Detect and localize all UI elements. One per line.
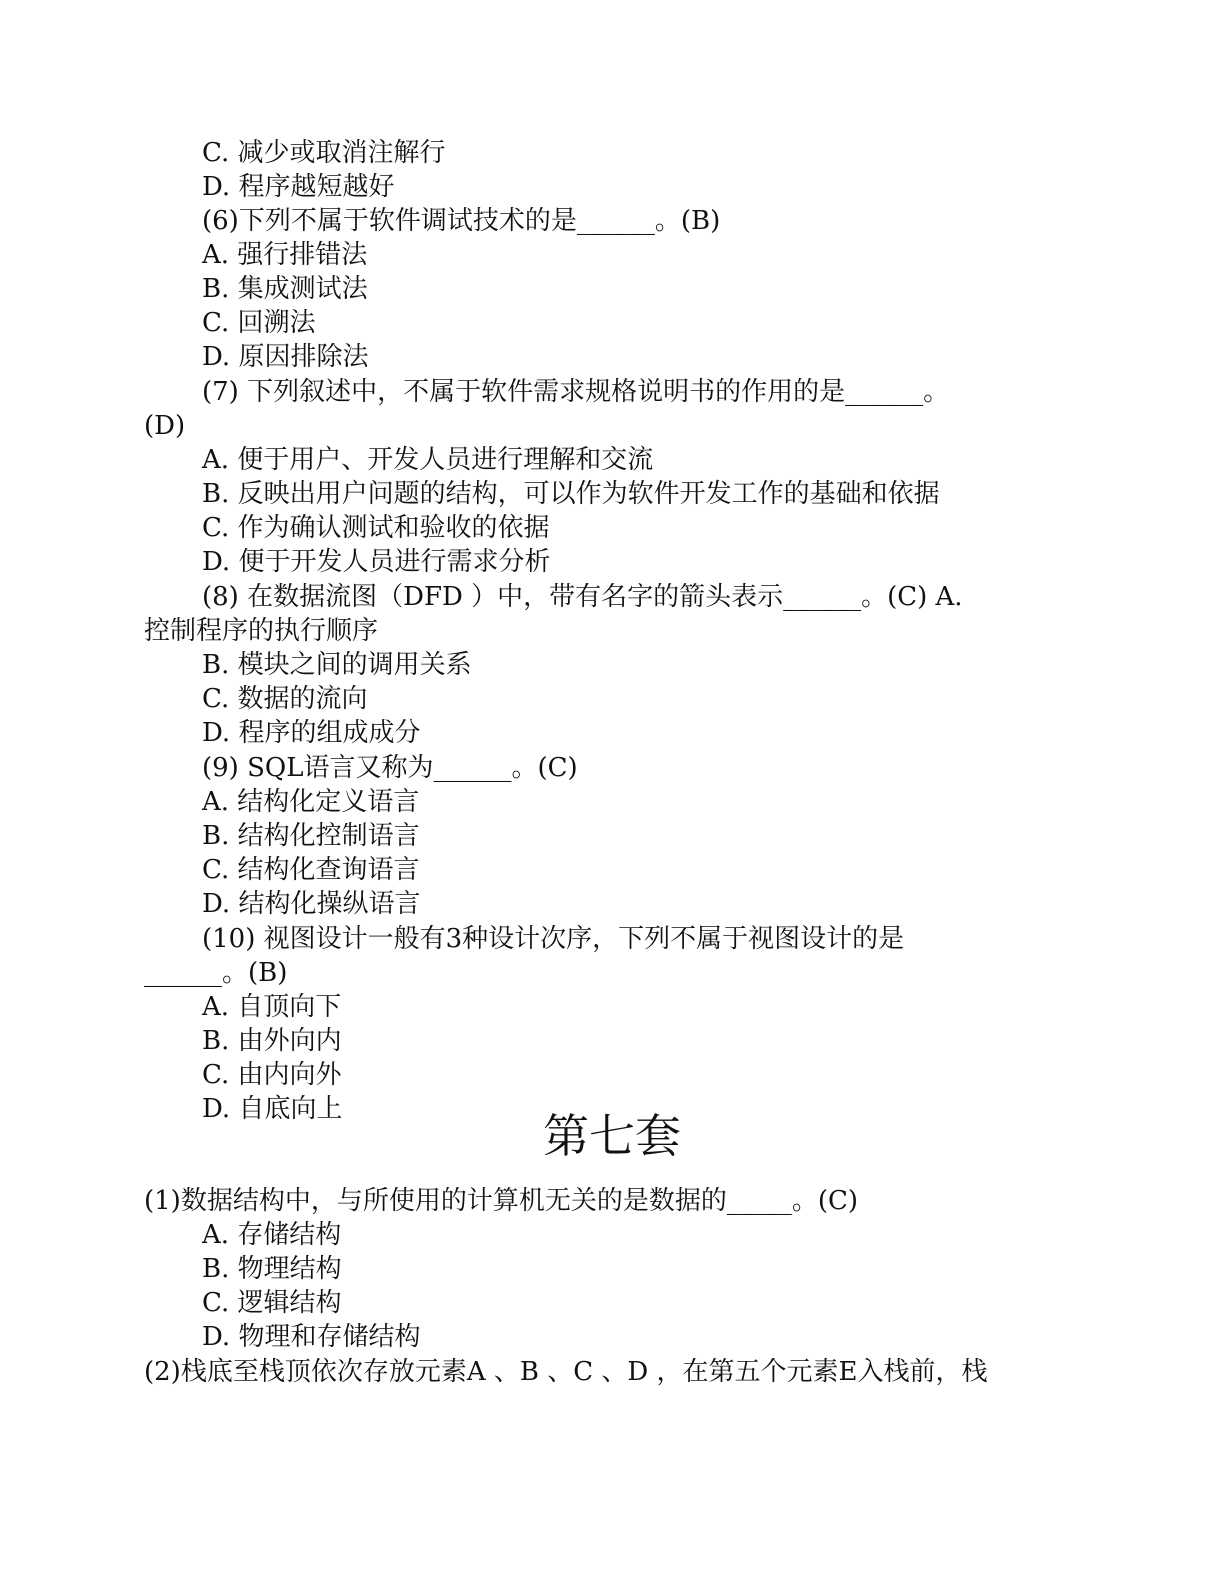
option-d-q9: D. 结构化操纵语言 (202, 889, 421, 919)
option-d-q6: D. 原因排除法 (202, 342, 369, 372)
question-6: (6)下列不属于软件调试技术的是______。(B) (202, 206, 721, 236)
option-a-q6: A. 强行排错法 (202, 240, 368, 270)
option-c-q7: C. 作为确认测试和验收的依据 (202, 513, 550, 543)
option-d-q8: D. 程序的组成成分 (202, 718, 421, 748)
option-b-q8: B. 模块之间的调用关系 (202, 650, 472, 680)
option-c-s-q1: C. 逻辑结构 (202, 1288, 342, 1318)
option-c-q10: C. 由内向外 (202, 1060, 342, 1090)
option-b-q9: B. 结构化控制语言 (202, 821, 420, 851)
option-c-q9: C. 结构化查询语言 (202, 855, 420, 885)
question-10-continued: ______。(B) (144, 958, 288, 988)
question-7-answer: (D) (144, 411, 186, 441)
question-9: (9) SQL语言又称为______。(C) (202, 753, 578, 783)
option-d-q10: D. 自底向上 (202, 1094, 343, 1124)
option-d-s-q1: D. 物理和存储结构 (202, 1322, 421, 1352)
question-7: (7) 下列叙述中，不属于软件需求规格说明书的作用的是______。 (202, 377, 950, 407)
option-d-q5: D. 程序越短越好 (202, 172, 395, 202)
option-b-q7: B. 反映出用户问题的结构，可以作为软件开发工作的基础和依据 (202, 479, 940, 509)
option-b-s-q1: B. 物理结构 (202, 1254, 342, 1284)
option-c-q8: C. 数据的流向 (202, 684, 368, 714)
option-c-q5: C. 减少或取消注解行 (202, 138, 446, 168)
option-b-q6: B. 集成测试法 (202, 274, 368, 304)
option-d-q7: D. 便于开发人员进行需求分析 (202, 547, 551, 577)
option-b-q10: B. 由外向内 (202, 1026, 342, 1056)
option-a-q10: A. 自顶向下 (202, 992, 342, 1022)
option-a-q7: A. 便于用户、开发人员进行理解和交流 (202, 445, 654, 475)
option-c-q6: C. 回溯法 (202, 308, 316, 338)
section-question-1: (1)数据结构中，与所使用的计算机无关的是数据的_____。(C) (144, 1186, 859, 1216)
section-question-2: (2)栈底至栈顶依次存放元素A 、B 、C 、D ，在第五个元素E入栈前，栈 (144, 1357, 988, 1387)
question-10: (10) 视图设计一般有3种设计次序，下列不属于视图设计的是 (202, 924, 905, 954)
option-a-s-q1: A. 存储结构 (202, 1220, 342, 1250)
option-a-q8-continued: 控制程序的执行顺序 (144, 616, 379, 646)
question-8: (8) 在数据流图（DFD ）中，带有名字的箭头表示______。(C) A. (202, 582, 963, 612)
option-a-q9: A. 结构化定义语言 (202, 787, 420, 817)
section-title: 第七套 (543, 1109, 681, 1163)
